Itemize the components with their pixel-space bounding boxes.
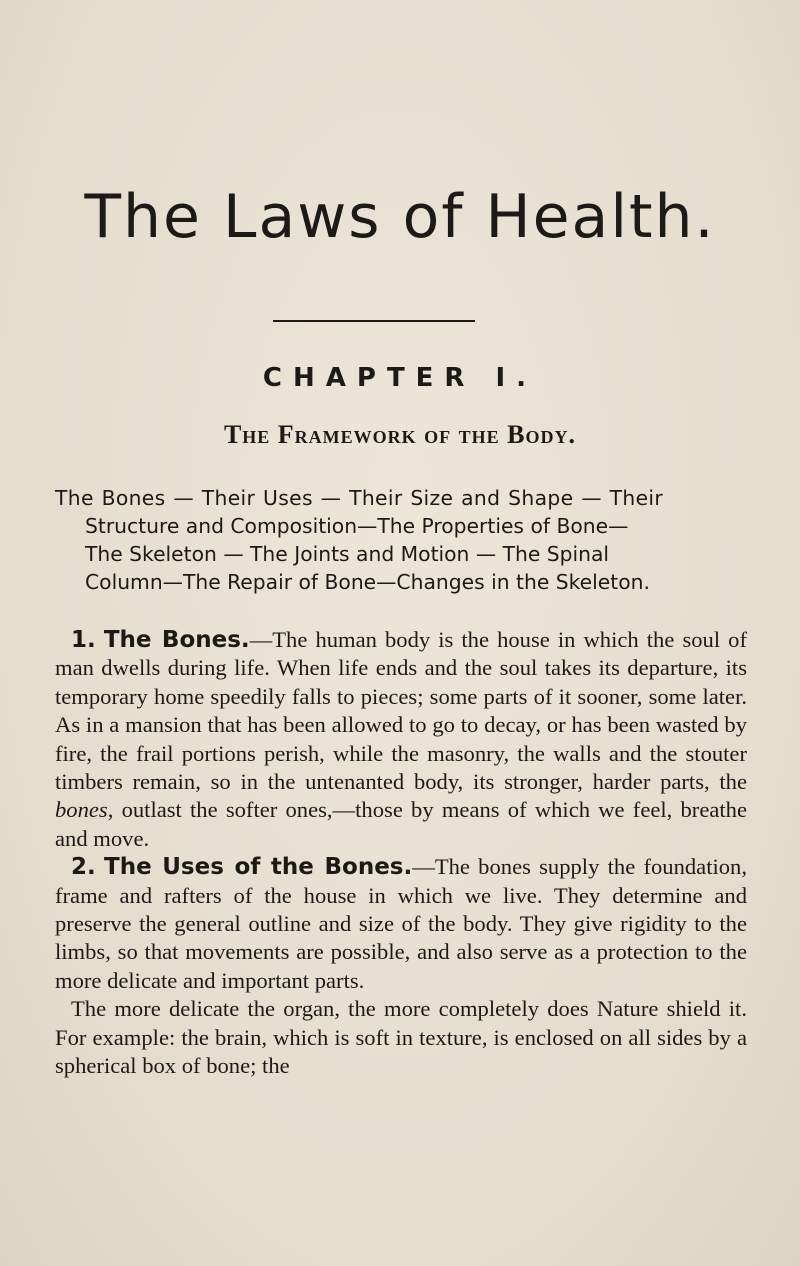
chapter-contents-summary <box>55 484 745 596</box>
chapter-label: CHAPTER I. <box>262 363 538 393</box>
section-heading: The Bones. <box>103 627 250 653</box>
section-heading: The Uses of the Bones. <box>104 854 413 881</box>
section-text: —The bones supply the foundation, frame and rafters of the house in which we live. They determine and preserve the general outline and size of the body. They give rigidity to the limbs, so that movements are possible, and also serve as a protection to the more delicate and important parts. <box>55 854 748 993</box>
title-divider <box>273 320 475 322</box>
section-paragraph <box>55 853 747 995</box>
emphasized-word: bones <box>55 797 108 823</box>
chapter-title: The Framework of the Body. <box>223 420 577 449</box>
section-text: —The human body is the house in which the soul of man dwells during life. When life ends and the soul takes its departure, its temporary home speedily falls to pieces; some parts of it sooner, some later. As in a mansion that has been allowed to go to decay, or has been wasted by fire, the frail portions perish, while the masonry, the walls and the stouter timbers remain, so in the untenanted body, its stronger, harder parts, the <box>55 627 747 795</box>
section-paragraph <box>55 626 747 853</box>
section-number: 1. <box>71 627 96 653</box>
section-number: 2. <box>71 854 96 881</box>
contents-line: The Bones — Their Uses — Their Size and Shape — Their <box>55 486 664 510</box>
contents-line: The Skeleton — The Joints and Motion — The Spinal <box>85 542 610 566</box>
continuation-paragraph: The more delicate the organ, the more completely does Nature shield it. For example: the brain, which is soft in texture, is enclosed on all sides by a spherical box of bone; the <box>55 996 747 1079</box>
chapter-body <box>55 626 747 1081</box>
contents-line: Column—The Repair of Bone—Changes in the Skeleton. <box>85 570 650 594</box>
contents-line: Structure and Composition—The Properties of Bone— <box>85 514 629 538</box>
book-title: The Laws of Health. <box>84 182 716 252</box>
section-text: , outlast the softer ones,—those by means of which we feel, breathe and move. <box>55 797 747 851</box>
